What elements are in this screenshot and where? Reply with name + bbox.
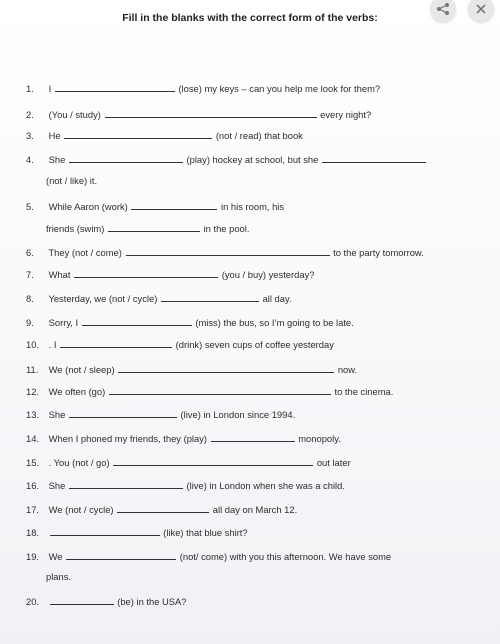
exercise-item-9: 9. Sorry, I (miss) the bus, so I’m going to be late. [26, 317, 354, 328]
exercise-item-12: 12. We often (go) to the cinema. [26, 386, 394, 397]
share-icon [436, 2, 450, 16]
exercise-item-5: 5. While Aaron (work) in his room, his [26, 201, 285, 212]
exercise-item-3: 3. He (not / read) that book [26, 130, 303, 141]
exercise-item-16: 16. She (live) in London when she was a child. [26, 480, 345, 491]
exercise-item-4: 4. She (play) hockey at school, but she [26, 152, 427, 166]
answer-blank[interactable] [126, 245, 330, 256]
close-icon [475, 3, 487, 15]
answer-blank[interactable] [113, 455, 313, 466]
answer-blank[interactable] [69, 478, 183, 489]
exercise-item-18: 18. (like) that blue shirt? [26, 527, 248, 538]
answer-blank[interactable] [322, 152, 426, 163]
exercise-item-4-continued: (not / like) it. [46, 175, 98, 186]
answer-blank[interactable] [105, 107, 317, 118]
exercise-item-8: 8. Yesterday, we (not / cycle) all day. [26, 293, 292, 304]
exercise-item-13: 13. She (live) in London since 1994. [26, 409, 296, 420]
exercise-item-6: 6. They (not / come) to the party tomorrow. [26, 247, 424, 258]
exercise-item-7: 7. What (you / buy) yesterday? [26, 269, 315, 280]
answer-blank[interactable] [131, 199, 217, 210]
answer-blank[interactable] [69, 152, 183, 163]
exercise-item-10: 10. . I (drink) seven cups of coffee yesterday [26, 339, 334, 350]
answer-blank[interactable] [118, 362, 334, 373]
exercise-item-19: 19. We (not/ come) with you this afternoon. We have some [26, 551, 392, 562]
exercise-item-14: 14. When I phoned my friends, they (play) monopoly. [26, 433, 341, 444]
answer-blank[interactable] [161, 291, 259, 302]
answer-blank[interactable] [69, 407, 177, 418]
answer-blank[interactable] [117, 502, 209, 513]
worksheet-title: Fill in the blanks with the correct form of the verbs: [122, 12, 378, 24]
answer-blank[interactable] [50, 594, 114, 605]
answer-blank[interactable] [211, 431, 295, 442]
answer-blank[interactable] [55, 81, 175, 92]
answer-blank[interactable] [74, 267, 218, 278]
answer-blank[interactable] [50, 525, 160, 536]
exercise-item-20: 20. (be) in the USA? [26, 596, 187, 607]
answer-blank[interactable] [60, 337, 172, 348]
answer-blank[interactable] [82, 315, 192, 326]
exercise-item-1: 1. I (lose) my keys – can you help me look for them? [26, 83, 381, 94]
exercise-item-2: 2. (You / study) every night? [26, 109, 372, 120]
exercise-item-5-continued: friends (swim) in the pool. [46, 223, 250, 234]
exercise-item-19-continued: plans. [46, 571, 72, 582]
answer-blank[interactable] [109, 384, 331, 395]
exercise-item-11: 11. We (not / sleep) now. [26, 364, 358, 375]
close-button[interactable] [468, 0, 494, 22]
exercise-item-17: 17. We (not / cycle) all day on March 12. [26, 504, 298, 515]
answer-blank[interactable] [64, 128, 212, 139]
answer-blank[interactable] [66, 549, 176, 560]
share-button[interactable] [430, 0, 456, 22]
exercise-item-15: 15. . You (not / go) out later [26, 457, 351, 468]
answer-blank[interactable] [108, 221, 200, 232]
image-viewer-controls [410, 0, 500, 26]
